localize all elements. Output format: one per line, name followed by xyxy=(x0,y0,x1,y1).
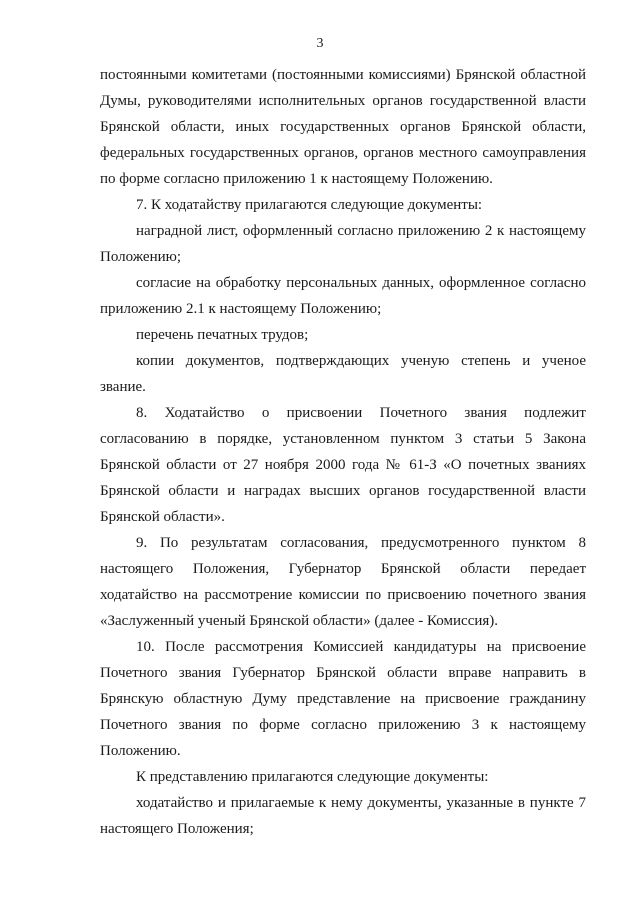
paragraph-publications: перечень печатных трудов; xyxy=(136,327,309,343)
paragraph-petition-docs: ходатайство и прилагаемые к нему документы, указанные в пункте 7 настоящего Положения; xyxy=(100,795,586,837)
paragraph-item-9: 9. По результатам согласования, предусмотренного пунктом 8 настоящего Положения, Губернатор Брянской области передает ходатайство на рассмотрение комиссии по присвоению почетного звания «Заслуженный ученый Брянской области» (далее - Комиссия). xyxy=(100,535,586,629)
page-number: 3 xyxy=(316,36,324,51)
paragraph-item-10: 10. После рассмотрения Комиссией кандидатуры на присвоение Почетного звания Губернатор Брянской области вправе направить в Брянскую областную Думу представление на присвоение гражданину Почетного звания по форме согласно приложению 3 к настоящему Положению. xyxy=(100,639,586,759)
paragraph-consent: согласие на обработку персональных данных, оформленное согласно приложению 2.1 к настоящему Положению; xyxy=(100,275,586,317)
paragraph-item-8: 8. Ходатайство о присвоении Почетного звания подлежит согласованию в порядке, установленном пунктом 3 статьи 5 Закона Брянской области от 27 ноября 2000 года № 61-З «О почетных званиях Брянской области и наградах высших органов государственной власти Брянской области». xyxy=(100,405,586,525)
document-body xyxy=(100,62,586,842)
paragraph-item-7: 7. К ходатайству прилагаются следующие документы: xyxy=(136,197,483,213)
paragraph-award-sheet: наградной лист, оформленный согласно приложению 2 к настоящему Положению; xyxy=(100,223,586,265)
paragraph-degree-copies: копии документов, подтверждающих ученую степень и ученое звание. xyxy=(100,353,586,395)
paragraph-attachments-intro: К представлению прилагаются следующие документы: xyxy=(136,769,489,785)
paragraph-continuation: постоянными комитетами (постоянными комиссиями) Брянской областной Думы, руководителями исполнительных органов государственной власти Брянской области, иных государственных органов Брянской области, федеральных государственных органов, органов местного самоуправления по форме согласно приложению 1 к настоящему Положению. xyxy=(100,67,586,187)
